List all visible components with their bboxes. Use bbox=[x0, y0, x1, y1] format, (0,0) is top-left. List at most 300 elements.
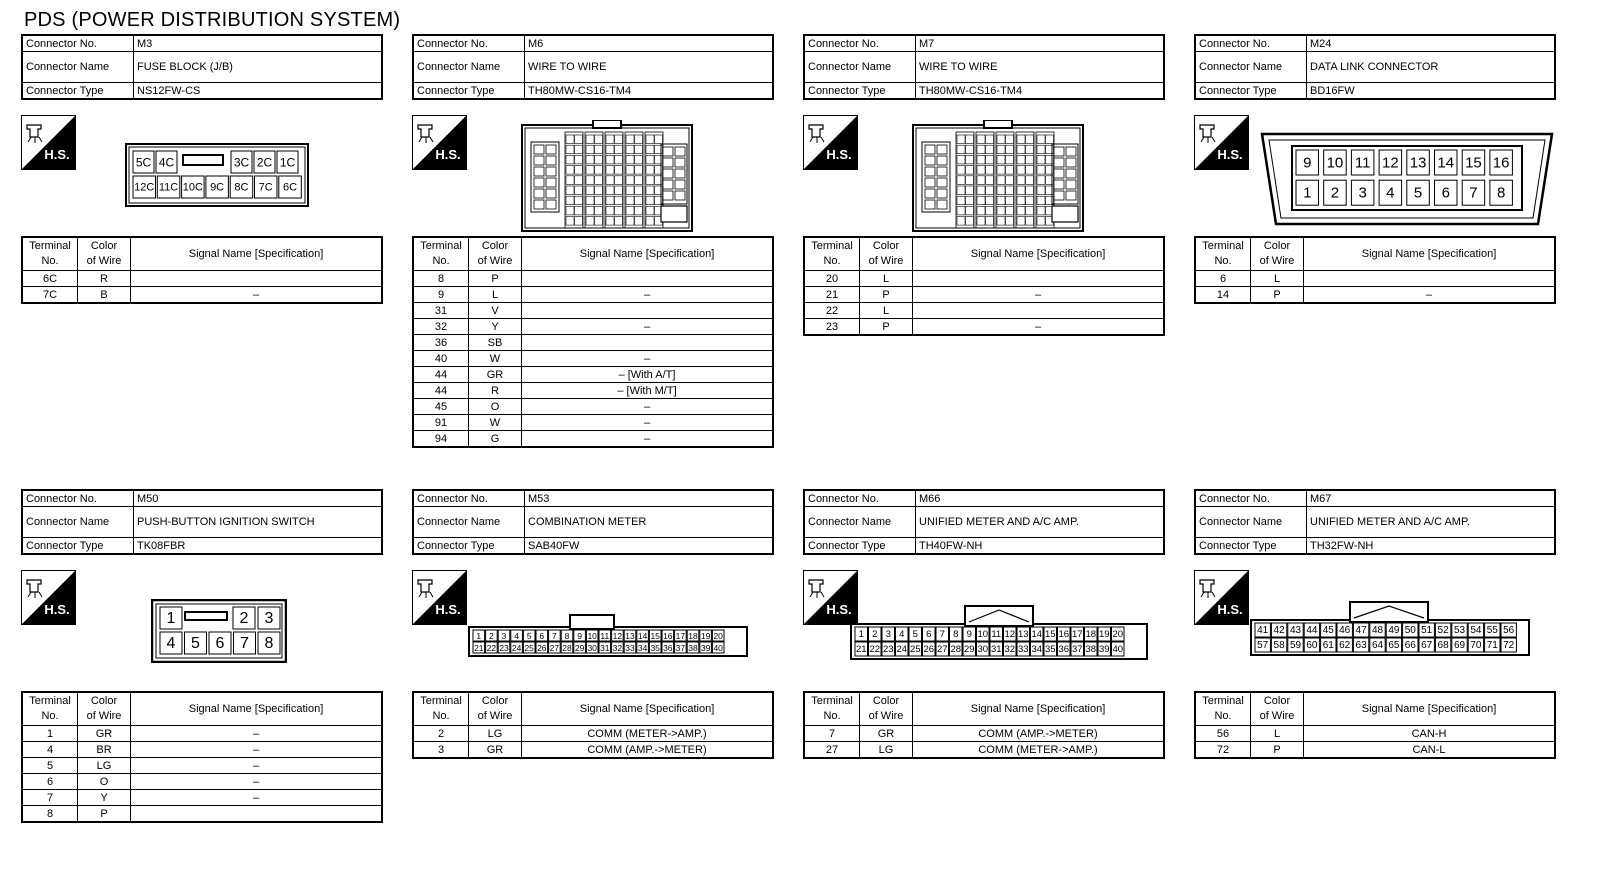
table-row bbox=[1195, 726, 1555, 742]
pin-cavity bbox=[606, 145, 614, 154]
pin-label: 16 bbox=[1492, 154, 1510, 172]
pin-label: 7 bbox=[552, 631, 557, 641]
color-header-line: Color bbox=[1263, 240, 1291, 252]
pin-cavity bbox=[575, 206, 583, 215]
pin-cavity bbox=[1017, 206, 1025, 215]
signal-name: COMM (METER->AMP.) bbox=[522, 726, 774, 742]
pin-label: 40 bbox=[1112, 644, 1124, 655]
terminal-table bbox=[21, 236, 383, 304]
pin-cavity bbox=[626, 186, 634, 195]
pin-cavity bbox=[977, 176, 985, 185]
signal-name: CAN-H bbox=[1304, 726, 1556, 742]
harness-side-icon bbox=[21, 570, 76, 625]
pin-label: 8 bbox=[264, 635, 274, 652]
pin-cavity bbox=[606, 206, 614, 215]
pin-cavity bbox=[966, 217, 974, 226]
pin-label: 46 bbox=[1339, 625, 1351, 636]
pin-label: 33 bbox=[1017, 644, 1029, 655]
pin-label: 32 bbox=[1004, 644, 1016, 655]
pin-label: 5 bbox=[526, 631, 532, 641]
hs-label: H.S. bbox=[826, 147, 852, 162]
info-row bbox=[1195, 83, 1555, 100]
connector-face bbox=[125, 143, 309, 207]
pin-cavity bbox=[957, 196, 965, 205]
signal-header: Signal Name [Specification] bbox=[522, 237, 774, 271]
pin-cavity bbox=[925, 178, 935, 187]
pin-cavity bbox=[566, 186, 574, 195]
color-header-line: of Wire bbox=[86, 255, 122, 267]
wire-color: Y bbox=[78, 790, 131, 806]
harness-side-icon bbox=[803, 115, 858, 170]
hs-label: H.S. bbox=[44, 602, 70, 617]
connector-type: NS12FW-CS bbox=[134, 83, 383, 100]
pin-cavity bbox=[626, 155, 634, 164]
connector-info-table bbox=[412, 34, 774, 100]
table-row bbox=[413, 319, 773, 335]
pin-cavity bbox=[566, 206, 574, 215]
terminal-table-header bbox=[22, 237, 382, 271]
wire-color: Y bbox=[469, 319, 522, 335]
pin-label: 2 bbox=[239, 610, 249, 627]
table-row bbox=[22, 806, 382, 823]
pin-label: 55 bbox=[1486, 625, 1498, 636]
pin-label: 31 bbox=[990, 644, 1002, 655]
pin-cavity bbox=[595, 217, 603, 226]
terminal-table bbox=[1194, 691, 1556, 759]
pin-cavity bbox=[586, 186, 594, 195]
terminal-no: 21 bbox=[804, 287, 860, 303]
pin-cavity bbox=[957, 155, 965, 164]
pin-label: 12 bbox=[1004, 629, 1016, 640]
pin-label: 7 bbox=[939, 629, 945, 640]
pin-cavity bbox=[1037, 166, 1045, 175]
pin-label: 6 bbox=[1441, 184, 1450, 202]
wire-color: SB bbox=[469, 335, 522, 351]
signal-name: – bbox=[131, 758, 383, 774]
info-key: Connector Type bbox=[22, 83, 134, 100]
pin-label: 10 bbox=[977, 629, 989, 640]
terminal-table bbox=[412, 236, 774, 448]
signal-name: – bbox=[522, 319, 774, 335]
pin-cavity bbox=[595, 176, 603, 185]
pin-cavity bbox=[986, 135, 994, 144]
pin-cavity bbox=[986, 145, 994, 154]
color-header-line: of Wire bbox=[86, 710, 122, 722]
info-row bbox=[1195, 507, 1555, 538]
pin-cavity bbox=[966, 186, 974, 195]
pin-label: 9 bbox=[577, 631, 582, 641]
pin-cavity bbox=[566, 217, 574, 226]
pin-label: 5C bbox=[135, 155, 152, 170]
connector-no: M53 bbox=[525, 490, 774, 507]
terminal-no: 36 bbox=[413, 335, 469, 351]
wire-color: P bbox=[469, 271, 522, 287]
pin-cavity bbox=[575, 166, 583, 175]
pin-cavity bbox=[1046, 135, 1054, 144]
signal-name bbox=[522, 335, 774, 351]
connector-name: WIRE TO WIRE bbox=[916, 52, 1165, 83]
connector-face bbox=[1250, 600, 1530, 656]
connector-name: WIRE TO WIRE bbox=[525, 52, 774, 83]
terminal-header-line: No. bbox=[432, 255, 450, 267]
pin-label: 4C bbox=[158, 155, 175, 170]
signal-name: – bbox=[131, 742, 383, 758]
pin-cavity bbox=[986, 155, 994, 164]
pin-label: 1 bbox=[1303, 184, 1312, 202]
pin-cavity bbox=[606, 217, 614, 226]
terminal-table bbox=[412, 691, 774, 759]
pin-cavity bbox=[1017, 135, 1025, 144]
pin-cavity bbox=[1017, 196, 1025, 205]
terminal-no: 7 bbox=[804, 726, 860, 742]
table-row bbox=[804, 287, 1164, 303]
info-row bbox=[413, 538, 773, 555]
connector-face bbox=[151, 599, 287, 663]
pin-label: 69 bbox=[1453, 640, 1466, 651]
pin-cavity bbox=[575, 155, 583, 164]
signal-name: – bbox=[1304, 287, 1556, 304]
pin-cavity bbox=[977, 135, 985, 144]
terminal-header bbox=[1195, 692, 1251, 726]
terminal-no: 3 bbox=[413, 742, 469, 759]
pin-label: 1 bbox=[476, 631, 482, 641]
signal-name: – bbox=[522, 287, 774, 303]
color-header bbox=[860, 692, 913, 726]
pin-cavity bbox=[663, 169, 673, 178]
pin-label: 1C bbox=[279, 155, 296, 170]
pin-label: 39 bbox=[700, 643, 711, 653]
terminal-header bbox=[413, 692, 469, 726]
pin-cavity bbox=[925, 200, 935, 209]
terminal-header bbox=[804, 237, 860, 271]
pin-label: 59 bbox=[1289, 640, 1302, 651]
pin-label: 38 bbox=[688, 643, 698, 653]
wire-color: LG bbox=[469, 726, 522, 742]
pin-cavity bbox=[1017, 176, 1025, 185]
pin-cavity bbox=[1066, 169, 1076, 178]
terminal-header-line: No. bbox=[41, 710, 59, 722]
pin-cavity bbox=[1054, 158, 1064, 167]
wire-color: L bbox=[469, 287, 522, 303]
terminal-no: 8 bbox=[413, 271, 469, 287]
pin-cavity bbox=[1006, 206, 1014, 215]
pin-label: 17 bbox=[675, 631, 686, 641]
wire-color: BR bbox=[78, 742, 131, 758]
pin-cavity bbox=[626, 176, 634, 185]
pin-cavity bbox=[1026, 166, 1034, 175]
pin-label: 34 bbox=[1031, 644, 1043, 655]
terminal-no: 40 bbox=[413, 351, 469, 367]
pin-cavity bbox=[586, 206, 594, 215]
info-key: Connector Name bbox=[1195, 52, 1307, 83]
pin-cavity bbox=[615, 145, 623, 154]
wire-color: L bbox=[1251, 271, 1304, 287]
signal-header: Signal Name [Specification] bbox=[1304, 692, 1556, 726]
wire-color: W bbox=[469, 415, 522, 431]
terminal-no: 4 bbox=[22, 742, 78, 758]
pin-cavity bbox=[925, 145, 935, 154]
terminal-header-line: Terminal bbox=[420, 240, 462, 252]
terminal-header-line: No. bbox=[1214, 710, 1232, 722]
info-row bbox=[413, 490, 773, 507]
info-key: Connector No. bbox=[413, 490, 525, 507]
pin-cavity bbox=[534, 167, 544, 176]
pin-label: 14 bbox=[1437, 154, 1455, 172]
pin-cavity bbox=[575, 186, 583, 195]
hs-label: H.S. bbox=[1217, 602, 1243, 617]
signal-name: – bbox=[131, 287, 383, 304]
pin-cavity bbox=[586, 155, 594, 164]
pin-cavity bbox=[586, 217, 594, 226]
pin-label: 5 bbox=[912, 629, 918, 640]
wire-color: P bbox=[78, 806, 131, 823]
pin-label: 7 bbox=[240, 635, 249, 652]
info-row bbox=[22, 35, 382, 52]
pin-cavity bbox=[1037, 217, 1045, 226]
wire-color: W bbox=[469, 351, 522, 367]
wire-color: L bbox=[860, 303, 913, 319]
pin-cavity bbox=[957, 206, 965, 215]
pin-cavity bbox=[977, 166, 985, 175]
pin-cavity bbox=[595, 186, 603, 195]
pin-label: 8 bbox=[953, 629, 959, 640]
harness-side-icon bbox=[412, 115, 467, 170]
pin-cavity bbox=[1026, 196, 1034, 205]
pin-label: 28 bbox=[950, 644, 962, 655]
pin-label: 35 bbox=[1044, 644, 1056, 655]
pin-cavity bbox=[615, 135, 623, 144]
table-row bbox=[413, 742, 773, 759]
pin-cavity bbox=[1006, 155, 1014, 164]
signal-header: Signal Name [Specification] bbox=[131, 692, 383, 726]
signal-name: COMM (METER->AMP.) bbox=[913, 742, 1165, 759]
terminal-header-line: No. bbox=[823, 710, 841, 722]
pin-cavity bbox=[977, 217, 985, 226]
wire-color: R bbox=[469, 383, 522, 399]
info-row bbox=[1195, 35, 1555, 52]
pin-cavity bbox=[586, 135, 594, 144]
pin-cavity bbox=[615, 166, 623, 175]
terminal-no: 94 bbox=[413, 431, 469, 448]
pin-cavity bbox=[1026, 145, 1034, 154]
pin-cavity bbox=[1054, 169, 1064, 178]
pin-label: 50 bbox=[1404, 625, 1416, 636]
table-row bbox=[22, 287, 382, 304]
hs-label: H.S. bbox=[435, 602, 461, 617]
color-header bbox=[78, 237, 131, 271]
pin-label: 19 bbox=[1098, 629, 1110, 640]
pin-cavity bbox=[606, 155, 614, 164]
connector-info-table bbox=[412, 489, 774, 555]
pin-cavity bbox=[635, 145, 643, 154]
info-key: Connector Type bbox=[22, 538, 134, 555]
pin-label: 4 bbox=[899, 629, 905, 640]
pin-cavity bbox=[986, 196, 994, 205]
pin-label: 57 bbox=[1257, 640, 1269, 651]
pin-label: 26 bbox=[537, 643, 547, 653]
terminal-no: 31 bbox=[413, 303, 469, 319]
page-title: PDS (POWER DISTRIBUTION SYSTEM) bbox=[24, 9, 401, 31]
pin-cavity bbox=[626, 217, 634, 226]
terminal-no: 44 bbox=[413, 383, 469, 399]
connector-no: M50 bbox=[134, 490, 383, 507]
info-row bbox=[804, 507, 1164, 538]
pin-label: 2 bbox=[489, 631, 494, 641]
pin-label: 14 bbox=[637, 631, 648, 641]
connector-block-m50 bbox=[21, 489, 383, 820]
pin-label: 7C bbox=[258, 181, 273, 194]
terminal-table-header bbox=[413, 237, 773, 271]
terminal-header-line: No. bbox=[41, 255, 59, 267]
terminal-no: 56 bbox=[1195, 726, 1251, 742]
pin-cavity bbox=[675, 180, 685, 189]
wire-color: L bbox=[860, 271, 913, 287]
pin-label: 36 bbox=[1058, 644, 1070, 655]
pin-label: 28 bbox=[562, 643, 572, 653]
pin-label: 42 bbox=[1273, 625, 1285, 636]
color-header-line: Color bbox=[481, 240, 509, 252]
pin-label: 5 bbox=[191, 635, 200, 652]
pin-cavity bbox=[534, 189, 544, 198]
pin-cavity bbox=[586, 196, 594, 205]
signal-name: – bbox=[913, 287, 1165, 303]
terminal-table bbox=[21, 691, 383, 823]
pin-label: 52 bbox=[1437, 625, 1449, 636]
pin-label: 22 bbox=[869, 644, 881, 655]
pin-cavity bbox=[997, 196, 1005, 205]
pin-label: 30 bbox=[977, 644, 989, 655]
pin-cavity bbox=[575, 135, 583, 144]
pin-cavity bbox=[646, 206, 654, 215]
pin-label: 3C bbox=[233, 155, 250, 170]
connector-name: PUSH-BUTTON IGNITION SWITCH bbox=[134, 507, 383, 538]
pin-label: 24 bbox=[511, 643, 522, 653]
pin-cavity bbox=[575, 145, 583, 154]
table-row bbox=[413, 287, 773, 303]
table-row bbox=[22, 758, 382, 774]
info-key: Connector Name bbox=[413, 52, 525, 83]
terminal-no: 6 bbox=[22, 774, 78, 790]
pin-cavity bbox=[957, 135, 965, 144]
pin-label: 9C bbox=[210, 181, 225, 194]
pin-cavity bbox=[957, 166, 965, 175]
hs-label: H.S. bbox=[44, 147, 70, 162]
pin-cavity bbox=[566, 145, 574, 154]
pin-cavity bbox=[546, 178, 556, 187]
pin-cavity bbox=[1066, 158, 1076, 167]
table-row bbox=[413, 303, 773, 319]
pin-cavity bbox=[925, 156, 935, 165]
pin-cavity bbox=[997, 176, 1005, 185]
pin-cavity bbox=[977, 196, 985, 205]
pin-cavity bbox=[937, 156, 947, 165]
terminal-no: 1 bbox=[22, 726, 78, 742]
pin-label: 6C bbox=[282, 181, 298, 194]
pin-cavity bbox=[1006, 186, 1014, 195]
pin-label: 4 bbox=[1386, 184, 1395, 202]
signal-name: COMM (AMP.->METER) bbox=[522, 742, 774, 759]
signal-name: – bbox=[913, 319, 1165, 336]
pin-cavity bbox=[675, 169, 685, 178]
pin-cavity bbox=[635, 176, 643, 185]
pin-label: 48 bbox=[1371, 625, 1384, 636]
pin-label: 20 bbox=[713, 631, 723, 641]
pin-cavity bbox=[635, 186, 643, 195]
pin-cavity bbox=[1054, 191, 1064, 200]
terminal-header-line: Terminal bbox=[1202, 240, 1244, 252]
pin-label: 25 bbox=[909, 644, 921, 655]
info-row bbox=[22, 490, 382, 507]
pin-label: 31 bbox=[600, 643, 610, 653]
color-header-line: of Wire bbox=[868, 255, 904, 267]
info-key: Connector No. bbox=[413, 35, 525, 52]
terminal-no: 6 bbox=[1195, 271, 1251, 287]
pin-label: 2C bbox=[256, 155, 273, 170]
pin-label: 25 bbox=[524, 643, 534, 653]
pin-cavity bbox=[1006, 217, 1014, 226]
wire-color: GR bbox=[78, 726, 131, 742]
pin-cavity bbox=[1017, 166, 1025, 175]
info-row bbox=[804, 52, 1164, 83]
pin-label: 1 bbox=[858, 629, 864, 640]
info-key: Connector Name bbox=[22, 507, 134, 538]
info-row bbox=[22, 507, 382, 538]
info-row bbox=[804, 83, 1164, 100]
connector-info-table bbox=[21, 34, 383, 100]
color-header-line: Color bbox=[872, 240, 900, 252]
pin-cavity bbox=[615, 176, 623, 185]
table-row bbox=[413, 415, 773, 431]
pin-label: 68 bbox=[1437, 640, 1449, 651]
wire-color: P bbox=[1251, 287, 1304, 304]
terminal-table-header bbox=[22, 692, 382, 726]
pin-cavity bbox=[977, 186, 985, 195]
pin-cavity bbox=[1037, 176, 1045, 185]
signal-name: – [With M/T] bbox=[522, 383, 774, 399]
connector-face bbox=[1260, 132, 1554, 226]
terminal-table-header bbox=[1195, 237, 1555, 271]
color-header-line: of Wire bbox=[868, 710, 904, 722]
pin-cavity bbox=[997, 206, 1005, 215]
color-header bbox=[78, 692, 131, 726]
pin-cavity bbox=[937, 145, 947, 154]
pin-label: 37 bbox=[1071, 644, 1083, 655]
pin-label: 13 bbox=[625, 631, 635, 641]
pin-cavity bbox=[986, 166, 994, 175]
wire-color: G bbox=[469, 431, 522, 448]
pin-cavity bbox=[626, 166, 634, 175]
pin-label: 36 bbox=[663, 643, 673, 653]
info-key: Connector Name bbox=[22, 52, 134, 83]
table-row bbox=[413, 335, 773, 351]
pin-label: 66 bbox=[1404, 640, 1416, 651]
pin-label: 62 bbox=[1339, 640, 1351, 651]
pin-cavity bbox=[925, 167, 935, 176]
pin-cavity bbox=[646, 155, 654, 164]
pin-label: 35 bbox=[650, 643, 660, 653]
terminal-no: 45 bbox=[413, 399, 469, 415]
pin-cavity bbox=[534, 178, 544, 187]
pin-label: 37 bbox=[675, 643, 686, 653]
connector-block-m6 bbox=[412, 34, 774, 445]
wire-color: LG bbox=[860, 742, 913, 759]
connector-info-table bbox=[1194, 34, 1556, 100]
pin-cavity bbox=[575, 196, 583, 205]
terminal-header bbox=[804, 692, 860, 726]
table-row bbox=[22, 774, 382, 790]
terminal-header-line: Terminal bbox=[1202, 695, 1244, 707]
pin-cavity bbox=[1026, 186, 1034, 195]
